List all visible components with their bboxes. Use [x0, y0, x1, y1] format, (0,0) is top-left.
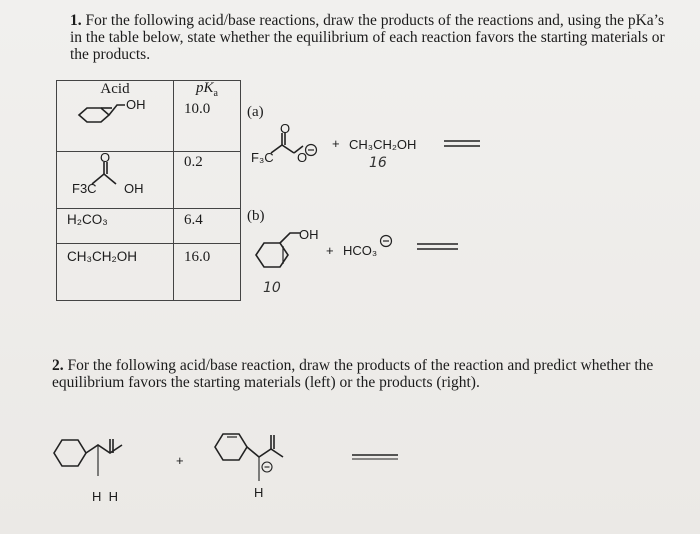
reaction-a-reagent: CH₃CH₂OH: [349, 137, 417, 152]
reaction-a-f3c: F₃C: [251, 150, 274, 165]
tfa-o-label: O: [100, 150, 111, 165]
reaction-b-label: (b): [247, 208, 265, 224]
question-2-text: For the following acid/base reaction, draw the products of the reaction and predict whether the equilibrium favors the starting materials (left) or the products (right).: [52, 357, 654, 391]
reaction-b-reagent: HCO₃: [343, 243, 378, 258]
enolate-chain: [247, 447, 283, 457]
reaction-a-o-top: O: [280, 121, 291, 136]
reaction-b-oh: OH: [299, 227, 319, 242]
question-1-number: 1.: [70, 12, 82, 29]
question-2-plus: +: [176, 453, 184, 468]
phenol-b-oh-bond: [280, 233, 300, 243]
cyclohexane-ring-icon: [54, 440, 86, 466]
phenol-ring-icon: [79, 108, 109, 122]
question-2-h-labels-left: H H: [92, 489, 118, 504]
table-header-acid: Acid: [100, 81, 130, 97]
reaction-a-o-minus: O: [297, 150, 308, 165]
reaction-a-label: (a): [247, 104, 264, 120]
reaction-a-plus: +: [332, 136, 340, 151]
tfa-oh-label: OH: [124, 181, 144, 196]
pka-value-carbonic: 6.4: [184, 212, 203, 228]
reaction-b-plus: +: [326, 243, 334, 258]
pka-value-phenol: 10.0: [184, 101, 211, 117]
pka-header-main: pK: [196, 80, 214, 96]
question-2: [52, 357, 672, 391]
cyclohexadiene-ring-icon: [215, 434, 247, 460]
acid-ethanol: CH₃CH₂OH: [67, 249, 137, 264]
pka-value-tfa: 0.2: [184, 154, 203, 170]
reaction-a-handwritten-pka: 16: [369, 155, 387, 171]
pka-value-ethanol: 16.0: [184, 249, 211, 265]
ketone-chain: [86, 445, 122, 453]
phenol-oh-bond: [109, 105, 125, 115]
trifluoroacetate-skeleton: [271, 145, 294, 153]
question-2-h-label-right: H: [254, 485, 264, 500]
question-2-number: 2.: [52, 357, 64, 374]
reaction-b-handwritten-pka: 10: [263, 280, 281, 296]
question-1-text: For the following acid/base reactions, draw the products of the reactions and, using the pKa’s in the table below, state whether the equilibrium of each reaction favors the starting materials or the products.: [70, 12, 665, 63]
tfa-f3c-label: F3C: [72, 181, 97, 196]
pka-header-sub: a: [213, 88, 218, 99]
phenol-oh-label: OH: [126, 97, 146, 112]
acid-carbonic-acid: H₂CO₃: [67, 212, 108, 227]
